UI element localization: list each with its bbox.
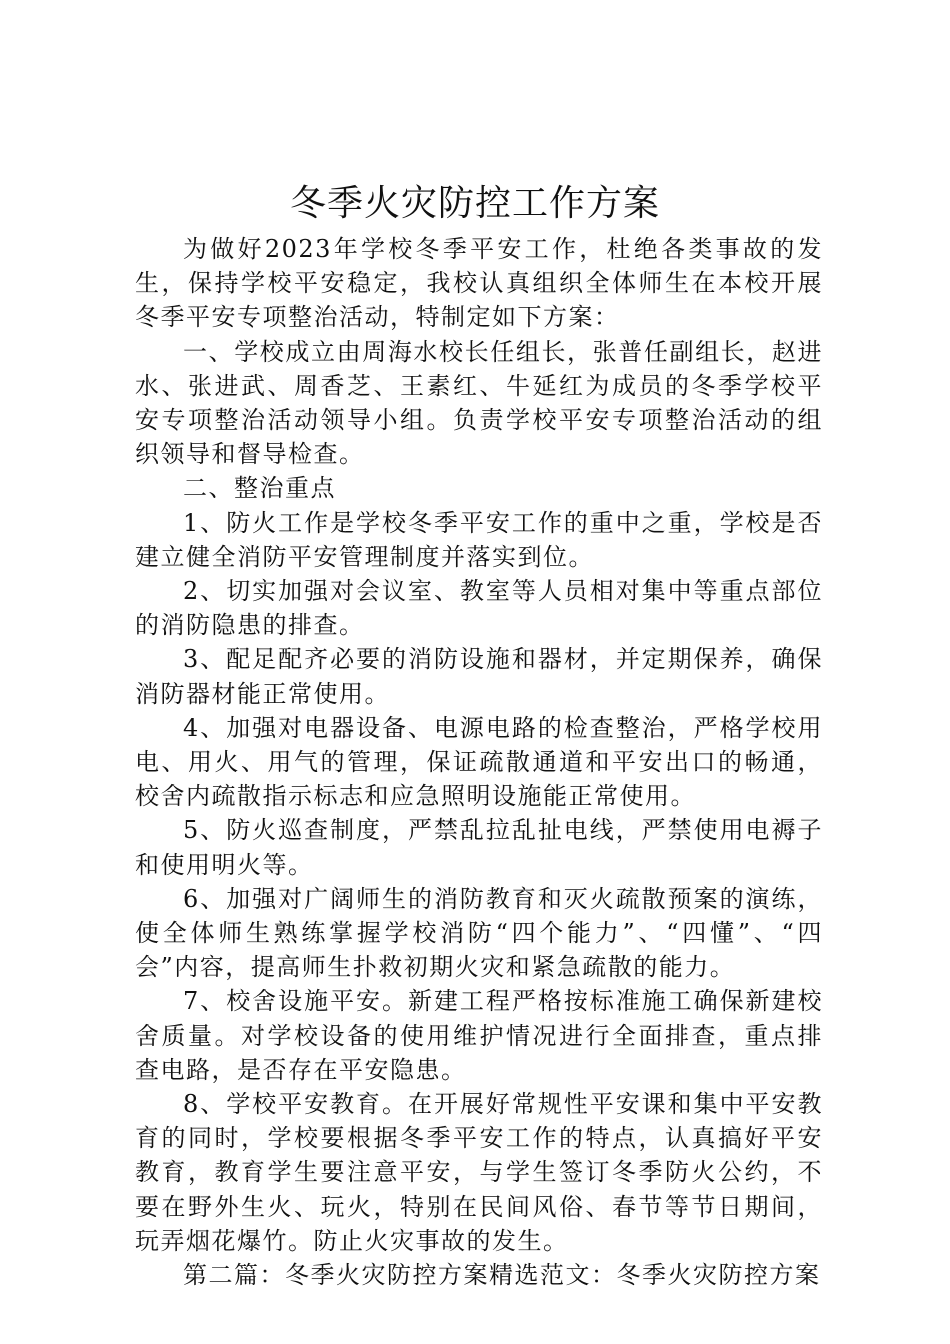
document-title: 冬季火灾防控工作方案: [289, 183, 660, 224]
item-8-paragraph: 8、学校平安教育。在开展好常规性平安课和集中平安教育的同时，学校要根据冬季平安工作的特点，认真搞好平安教育，教育学生要注意平安，与学生签订冬季防火公约，不要在野外生火、玩火，特别在民间风俗、春节等节日期间，玩弄烟花爆竹。防止火灾事故的发生。: [135, 1090, 823, 1255]
section-one-paragraph: 一、学校成立由周海水校长任组长，张普任副组长，赵进水、张进武、周香芝、王素红、牛延红为成员的冬季学校平安专项整治活动领导小组。负责学校平安专项整治活动的组织领导和督导检查。: [135, 337, 823, 469]
intro-paragraph: 为做好2023年学校冬季平安工作，杜绝各类事故的发生，保持学校平安稳定，我校认真组织全体师生在本校开展冬季平安专项整治活动，特制定如下方案：: [135, 235, 823, 332]
item-7-paragraph: 7、校舍设施平安。新建工程严格按标准施工确保新建校舍质量。对学校设备的使用维护情况进行全面排查，重点排查电路，是否存在平安隐患。: [135, 987, 823, 1084]
item-5-paragraph: 5、防火巡查制度，严禁乱拉乱扯电线，严禁使用电褥子和使用明火等。: [135, 816, 823, 879]
item-1-paragraph: 1、防火工作是学校冬季平安工作的重中之重，学校是否建立健全消防平安管理制度并落实到位。: [135, 508, 823, 571]
item-4-paragraph: 4、加强对电器设备、电源电路的检查整治，严格学校用电、用火、用气的管理，保证疏散通道和平安出口的畅通，校舍内疏散指示标志和应急照明设施能正常使用。: [135, 713, 823, 811]
item-3-paragraph: 3、配足配齐必要的消防设施和器材，并定期保养，确保消防器材能正常使用。: [135, 645, 823, 708]
document-body: [135, 232, 823, 1292]
item-6-paragraph: 6、加强对广阔师生的消防教育和灭火疏散预案的演练，使全体师生熟练掌握学校消防“四个能力”、“四懂”、“四会”内容，提高师生扑救初期火灾和紧急疏散的能力。: [135, 884, 823, 982]
item-2-paragraph: 2、切实加强对会议室、教室等人员相对集中等重点部位的消防隐患的排查。: [135, 577, 823, 640]
second-article-heading: 第二篇：冬季火灾防控方案精选范文：冬季火灾防控方案: [183, 1261, 821, 1290]
section-two-heading: 二、整治重点: [183, 474, 336, 503]
